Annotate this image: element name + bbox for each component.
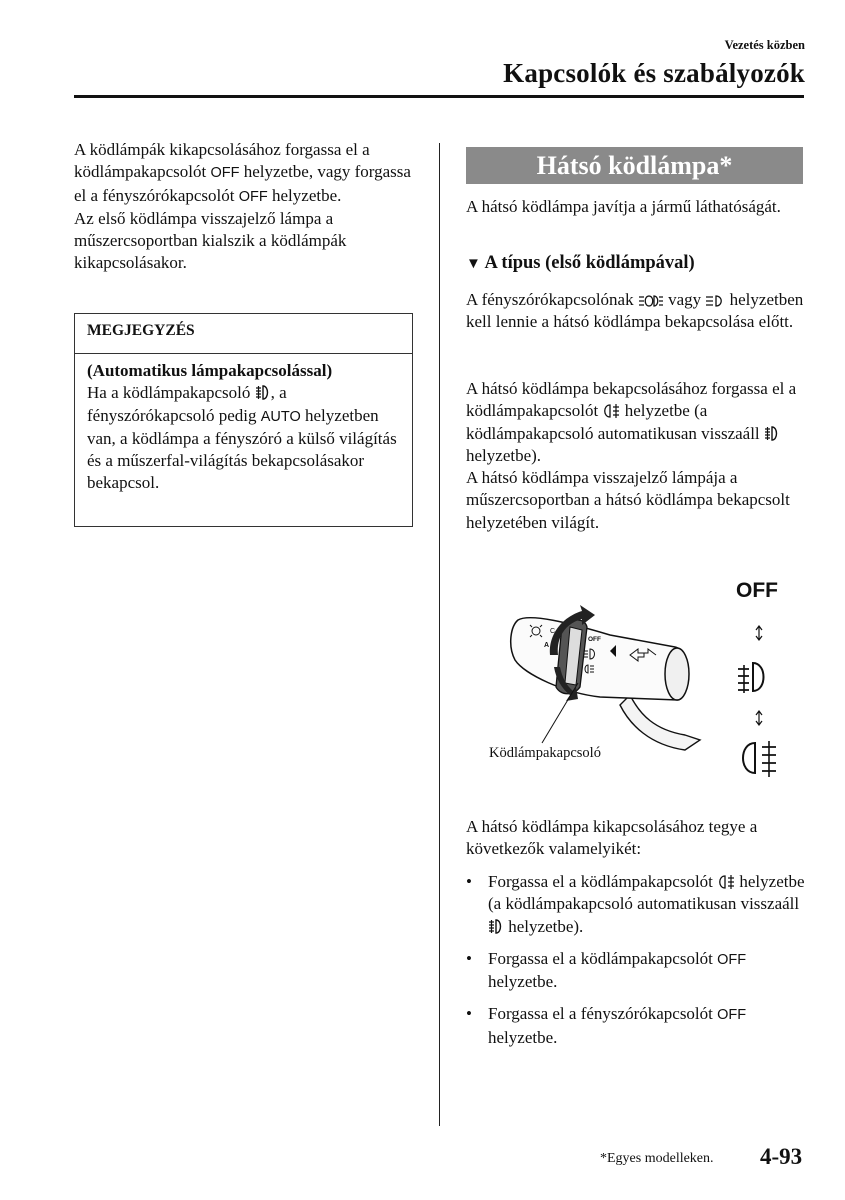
rear-fog-intro: A hátsó ködlámpa javítja a jármű láthatóságát. <box>466 197 781 216</box>
front-fog-lamp-icon <box>488 918 504 935</box>
rear-fog-lamp-icon <box>602 403 620 419</box>
text: helyzetbe). <box>504 916 584 936</box>
paragraph-rear-fog-on <box>466 378 806 534</box>
parking-light-icon <box>638 294 664 308</box>
text: helyzetben kell lennie a hátsó ködlámpa bekapcsolása előtt. <box>466 290 804 332</box>
off-label: OFF <box>210 165 240 182</box>
front-fog-lamp-icon <box>255 384 271 401</box>
note-box <box>74 313 413 527</box>
footnote: *Egyes modelleken. <box>600 1151 714 1166</box>
text: A hátsó ködlámpa bekapcsolásához forgassa el a ködlámpakapcsolót <box>466 379 797 421</box>
list-item <box>466 871 806 938</box>
header-rule <box>74 95 804 98</box>
left-intro-paragraph <box>74 139 419 275</box>
text: helyzetbe (a ködlámpakapcsoló automatikusan visszaáll <box>488 872 805 914</box>
text: , a fényszórókapcsoló pedig <box>87 383 287 425</box>
text: Ha a ködlámpakapcsoló <box>87 383 255 403</box>
bullet: • <box>466 872 472 891</box>
stalk-mark-off: OFF <box>588 636 601 643</box>
stalk-mark-a: A <box>544 642 550 649</box>
list-item <box>466 948 806 994</box>
running-header-section: Vezetés közben <box>724 38 805 52</box>
note-body <box>75 354 412 501</box>
bullet: • <box>466 948 472 968</box>
paragraph-rear-fog-off: A hátsó ködlámpa kikapcsolásához tegye a következők valamelyikét: <box>466 817 758 859</box>
text: A fényszórókapcsolónak <box>466 290 638 309</box>
auto-label: AUTO <box>260 408 301 425</box>
text: helyzetbe). <box>466 445 542 465</box>
text: helyzetbe. <box>488 1027 558 1047</box>
triangle-marker: ▼ <box>466 256 481 272</box>
text: Forgassa el a ködlámpakapcsolót <box>488 948 718 968</box>
text: vagy <box>663 290 706 309</box>
subheading-text: A típus (első ködlámpával) <box>484 253 695 273</box>
rear-fog-lamp-icon <box>717 874 735 890</box>
off-position-label: OFF <box>736 579 778 602</box>
front-fog-lamp-icon <box>764 425 780 442</box>
text: helyzetbe. <box>267 185 342 205</box>
off-methods-list <box>466 871 806 1059</box>
bullet: • <box>466 1004 472 1024</box>
note-subheading: (Automatikus lámpakapcsolással) <box>87 361 333 380</box>
section-title-bar: Hátsó ködlámpa* <box>466 147 803 184</box>
list-item <box>466 1003 806 1049</box>
column-divider <box>439 143 440 1126</box>
note-heading: MEGJEGYZÉS <box>75 314 412 354</box>
stalk-mark-c: C <box>550 628 556 635</box>
text: helyzetbe, vagy forgassa el a fényszórókapcsolót <box>74 162 411 205</box>
off-label: OFF <box>717 951 747 968</box>
text: helyzetbe. <box>488 972 558 992</box>
subheading <box>466 253 806 274</box>
text: helyzetben van, a ködlámpa a fényszóró a külső világítás és a műszerfal-világítás bekapcsolásakor bekapcsol. <box>87 405 397 493</box>
text: A hátsó ködlámpa visszajelző lámpája a műszercsoportban a hátsó ködlámpa bekapcsolt helyzetében világít. <box>466 468 790 532</box>
text: Az első ködlámpa visszajelző lámpa a műszercsoportban kialszik a ködlámpák kikapcsolásakor. <box>74 208 347 273</box>
text: Forgassa el a fényszórókapcsolót <box>488 1004 718 1024</box>
page-title: Kapcsolók és szabályozók <box>503 58 805 88</box>
text: helyzetbe (a ködlámpakapcsoló automatikusan visszaáll <box>466 401 764 443</box>
paragraph-headlight-position <box>466 289 806 334</box>
text: Forgassa el a ködlámpakapcsolót <box>488 872 718 891</box>
figure-caption-switch: Ködlámpakapcsoló <box>489 745 601 761</box>
text: A ködlámpák kikapcsolásához forgassa el a ködlámpakapcsolót <box>74 140 370 182</box>
page-number: 4-93 <box>760 1144 803 1169</box>
off-label: OFF <box>717 1007 747 1024</box>
headlight-icon <box>705 294 725 308</box>
off-label: OFF <box>238 188 268 205</box>
